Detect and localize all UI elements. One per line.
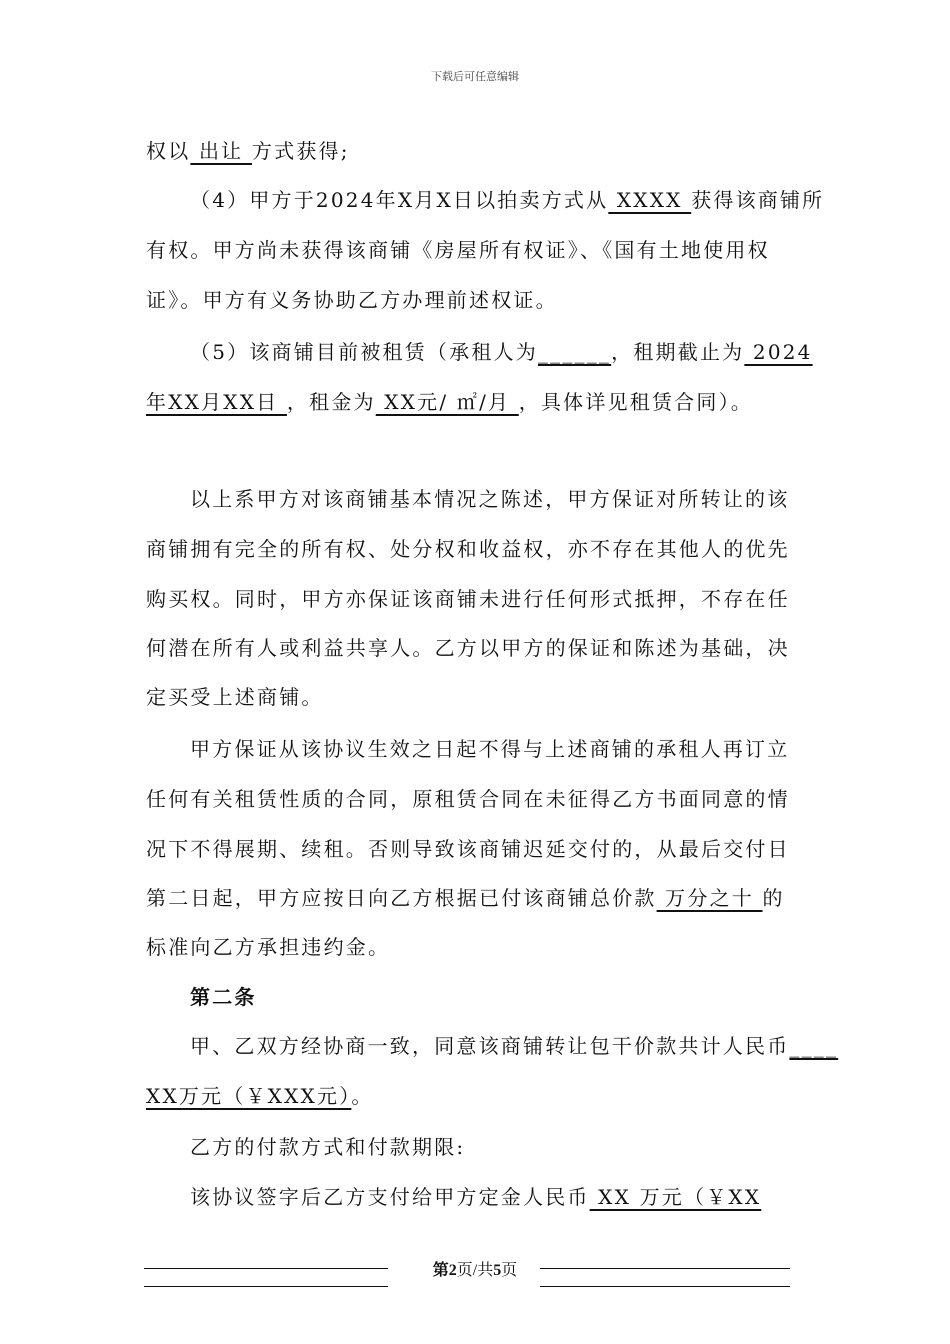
- text-run: 。: [351, 1084, 374, 1108]
- text-run: 获得该商铺所: [691, 188, 825, 212]
- text-line: 商铺拥有完全的所有权、处分权和收益权，亦不存在其他人的优先: [146, 537, 790, 561]
- text-line: [190, 1032, 838, 1060]
- text-line: 况下不得展期、续租。否则导致该商铺迟延交付的，从最后交付日: [146, 837, 790, 861]
- text-run: 权以: [146, 139, 191, 163]
- text-line: 购买权。同时，甲方亦保证该商铺未进行任何形式抵押，不存在任: [146, 587, 790, 611]
- text-line: 任何有关租赁性质的合同，原租赁合同在未征得乙方书面同意的情: [146, 787, 790, 811]
- underlined-field: XX万元（￥XXX元）: [146, 1084, 352, 1108]
- text-line: 以上系甲方对该商铺基本情况之陈述，甲方保证对所转让的该: [190, 487, 790, 511]
- underlined-field: 出让: [190, 139, 252, 163]
- text-line: 乙方的付款方式和付款期限:: [190, 1135, 466, 1159]
- page-header: 下载后可任意编辑: [431, 70, 519, 83]
- page-label: 页/共: [456, 1262, 494, 1279]
- text-line: 证》。甲方有义务协助乙方办理前述权证。: [146, 288, 558, 312]
- text-line: [146, 137, 350, 165]
- text-run: 方式获得;: [251, 139, 350, 163]
- text-line: [146, 884, 785, 912]
- underlined-field: ______: [537, 340, 612, 364]
- text-line: 甲方保证从该协议生效之日起不得与上述商铺的承租人再订立: [190, 737, 790, 761]
- article-heading: 第二条: [190, 985, 257, 1009]
- underlined-field: XX元/ ㎡/月: [375, 390, 519, 414]
- text-run: ，租金为: [286, 390, 376, 414]
- underlined-field: XX 万元（￥XX: [589, 1185, 762, 1209]
- page-label: 页: [501, 1262, 518, 1279]
- text-line: 有权。甲方尚未获得该商铺《房屋所有权证》、《国有土地使用权: [146, 238, 770, 262]
- text-run: 甲、乙双方经协商一致，同意该商铺转让包干价款共计人民币: [190, 1034, 790, 1058]
- underlined-field: XXXX: [608, 188, 692, 212]
- text-run: 的: [762, 886, 785, 910]
- underlined-field: ____: [789, 1034, 839, 1058]
- page-number: [0, 1257, 950, 1280]
- text-run: （4）甲方于2024年X月X日以拍卖方式从: [190, 188, 609, 212]
- text-line: 定买受上述商铺。: [146, 685, 324, 709]
- text-line: [190, 1183, 761, 1211]
- footer-rule-right-bottom: [540, 1286, 790, 1287]
- current-page: 2: [448, 1262, 457, 1279]
- text-run: ，具体详见租赁合同）。: [518, 390, 753, 414]
- text-line: 何潜在所有人或利益共享人。乙方以甲方的保证和陈述为基础，决: [146, 636, 790, 660]
- text-line: [146, 1082, 374, 1110]
- underlined-field: 2024: [744, 340, 813, 364]
- text-line: [190, 186, 824, 214]
- text-run: 第二日起，甲方应按日向乙方根据已付该商铺总价款: [146, 886, 657, 910]
- underlined-field: 万分之十: [656, 886, 763, 910]
- text-run: （5）该商铺目前被租赁（承租人为: [190, 340, 538, 364]
- page-label: 第: [432, 1262, 449, 1279]
- text-line: [190, 338, 813, 366]
- underlined-field: 年XX月XX日: [146, 390, 287, 414]
- text-line: 标准向乙方承担违约金。: [146, 935, 391, 959]
- footer-rule-left-bottom: [144, 1286, 388, 1287]
- text-line: [146, 388, 753, 416]
- text-run: ，租期截止为: [611, 340, 745, 364]
- total-pages: 5: [493, 1262, 502, 1279]
- text-run: 该协议签字后乙方支付给甲方定金人民币: [190, 1185, 590, 1209]
